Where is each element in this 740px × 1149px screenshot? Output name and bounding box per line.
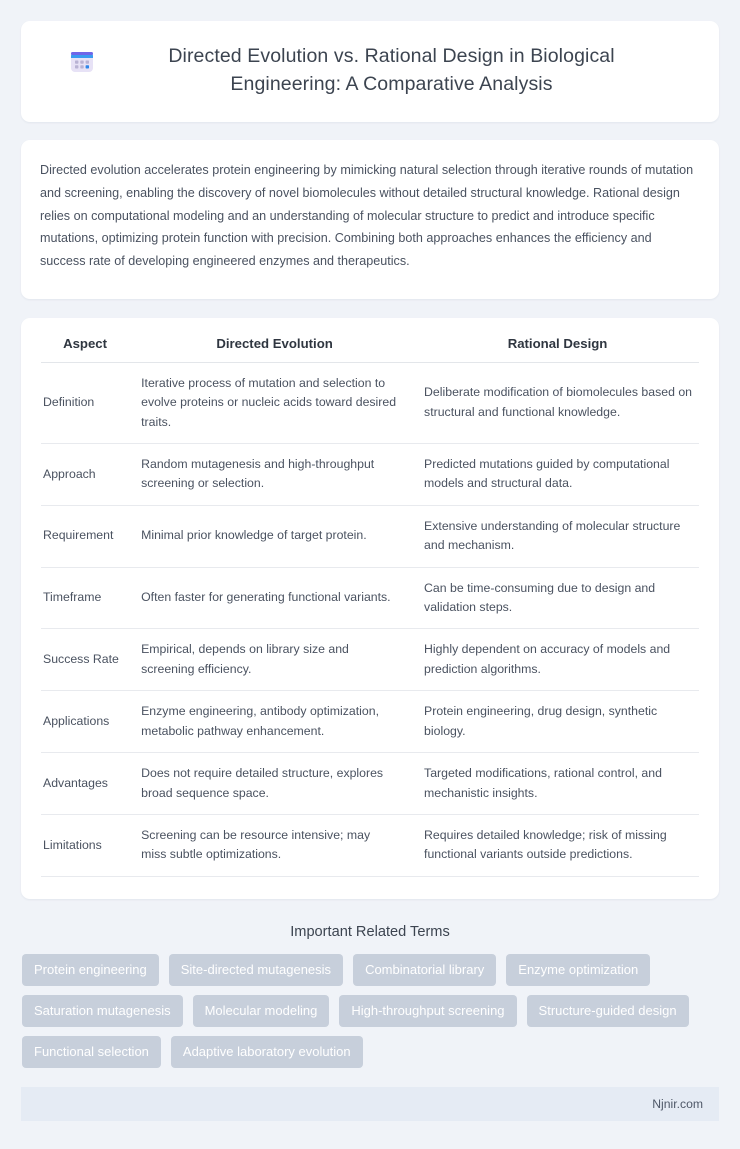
table-row	[41, 362, 699, 443]
footer-site-name: Njnir.com	[652, 1096, 703, 1111]
row-directed-evolution: Random mutagenesis and high-throughput screening or selection.	[133, 443, 416, 505]
row-rational-design: Requires detailed knowledge; risk of missing functional variants outside predictions.	[416, 814, 699, 876]
row-rational-design: Deliberate modification of biomolecules based on structural and functional knowledge.	[416, 362, 699, 443]
table-row	[41, 505, 699, 567]
term-tag[interactable]: Structure-guided design	[527, 995, 689, 1027]
table-row	[41, 629, 699, 691]
row-aspect: Definition	[41, 362, 133, 443]
summary-text: Directed evolution accelerates protein engineering by mimicking natural selection through iterative rounds of mutation and screening, enabling the discovery of novel biomolecules without detailed structural knowledge. Rational design relies on computational modeling and an understanding of molecular structure to predict and introduce specific mutations, optimizing protein function with precision. Combining both approaches enhances the efficiency and success rate of developing engineered enzymes and therapeutics.	[40, 163, 694, 268]
row-rational-design: Targeted modifications, rational control, and mechanistic insights.	[416, 753, 699, 815]
row-rational-design: Predicted mutations guided by computational models and structural data.	[416, 443, 699, 505]
column-header-directed-evolution: Directed Evolution	[133, 332, 416, 363]
term-tag[interactable]: Site-directed mutagenesis	[169, 954, 343, 986]
term-tag[interactable]: Protein engineering	[22, 954, 159, 986]
row-directed-evolution: Iterative process of mutation and selection to evolve proteins or nucleic acids toward desired traits.	[133, 362, 416, 443]
table-row	[41, 753, 699, 815]
row-rational-design: Can be time-consuming due to design and validation steps.	[416, 567, 699, 629]
summary-card	[21, 140, 719, 298]
table-row	[41, 443, 699, 505]
column-header-aspect: Aspect	[41, 332, 133, 363]
term-tag[interactable]: Saturation mutagenesis	[22, 995, 183, 1027]
table-row	[41, 691, 699, 753]
row-directed-evolution: Empirical, depends on library size and screening efficiency.	[133, 629, 416, 691]
row-aspect: Success Rate	[41, 629, 133, 691]
table-body	[41, 362, 699, 876]
term-tag[interactable]: High-throughput screening	[339, 995, 516, 1027]
row-aspect: Limitations	[41, 814, 133, 876]
row-aspect: Timeframe	[41, 567, 133, 629]
table-row	[41, 814, 699, 876]
term-tag[interactable]: Functional selection	[22, 1036, 161, 1068]
footer-spacer	[21, 1121, 719, 1149]
calendar-icon	[69, 49, 95, 75]
column-header-rational-design: Rational Design	[416, 332, 699, 363]
row-aspect: Requirement	[41, 505, 133, 567]
row-directed-evolution: Often faster for generating functional variants.	[133, 567, 416, 629]
term-tag[interactable]: Adaptive laboratory evolution	[171, 1036, 363, 1068]
row-directed-evolution: Minimal prior knowledge of target protein.	[133, 505, 416, 567]
table-head	[41, 332, 699, 363]
row-rational-design: Extensive understanding of molecular structure and mechanism.	[416, 505, 699, 567]
row-aspect: Approach	[41, 443, 133, 505]
table-header-row	[41, 332, 699, 363]
row-rational-design: Protein engineering, drug design, synthetic biology.	[416, 691, 699, 753]
table-row	[41, 567, 699, 629]
related-terms-section	[21, 918, 719, 1068]
row-rational-design: Highly dependent on accuracy of models and prediction algorithms.	[416, 629, 699, 691]
row-directed-evolution: Screening can be resource intensive; may miss subtle optimizations.	[133, 814, 416, 876]
title-card	[21, 21, 719, 122]
term-tag[interactable]: Molecular modeling	[193, 995, 330, 1027]
row-aspect: Advantages	[41, 753, 133, 815]
footer-bar	[21, 1087, 719, 1121]
row-directed-evolution: Enzyme engineering, antibody optimization, metabolic pathway enhancement.	[133, 691, 416, 753]
comparison-table-card	[21, 318, 719, 899]
related-terms-list	[21, 954, 719, 1068]
comparison-table	[41, 332, 699, 877]
term-tag[interactable]: Combinatorial library	[353, 954, 496, 986]
row-directed-evolution: Does not require detailed structure, explores broad sequence space.	[133, 753, 416, 815]
row-aspect: Applications	[41, 691, 133, 753]
related-terms-heading: Important Related Terms	[290, 923, 450, 940]
term-tag[interactable]: Enzyme optimization	[506, 954, 650, 986]
page-title: Directed Evolution vs. Rational Design in Biological Engineering: A Comparative Analysis	[168, 45, 615, 95]
